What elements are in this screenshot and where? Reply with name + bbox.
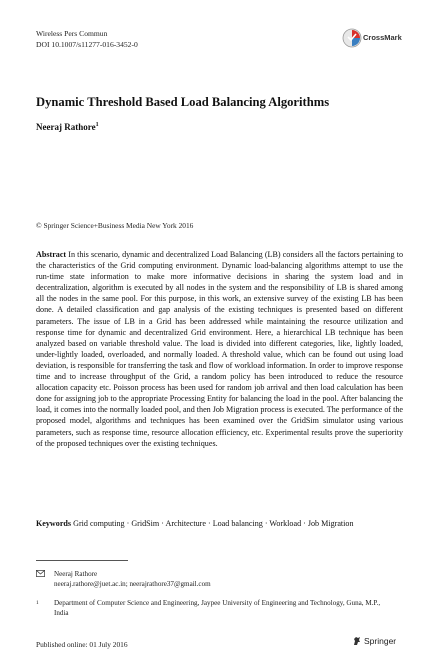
abstract-block [36,249,403,449]
affiliation-number: 1 [36,600,39,606]
correspondence-name: Neeraj Rathore [54,570,98,578]
springer-wordmark: Springer [364,636,397,646]
abstract-label: Abstract [36,250,67,259]
doi-line[interactable]: DOI 10.1007/s11277-016-3452-0 [36,40,138,49]
affiliation-text: Department of Computer Science and Engineering, Jaypee University of Engineering and Technology, Guna, M.P., India [54,599,381,618]
crossmark-icon [342,27,362,49]
keywords-text: Grid computing · GridSim · Architecture · Load balancing · Workload · Job Migration [73,519,354,528]
crossmark-label: CrossMark [363,33,402,42]
footnote-divider [36,560,128,561]
paper-title: Dynamic Threshold Based Load Balancing Algorithms [36,95,330,109]
springer-horse-icon [352,636,362,646]
correspondence-emails[interactable]: neeraj.rathore@juet.ac.in; neerajrathore37@gmail.com [54,580,211,589]
envelope-icon [36,570,45,577]
author-line [36,122,99,132]
journal-header [36,28,138,50]
abstract-text: In this scenario, dynamic and decentralized Load Balancing (LB) considers all the factors pertaining to the characteristics of the Grid computing environment. Dynamic load-balancing algorithms attempt to use the run-time state information to make more informative decisions in sharing the system load and in decentralization, algorithm is executed by all nodes in the system and the responsibility of LB is shared among all the nodes in the same pool. For this purpose, in this work, an extensive survey of the existing LB has been done. A detailed classification and gap analysis of the existing techniques is presented based on different parameters. The issue of LB in a Grid has been addressed while maintaining the resource utilization and response time for dynamic and decentralized Grid environment. Here, a hierarchical LB technique has been analyzed based on variable threshold value. The load is divided into different categories, like, lightly loaded, under-lightly loaded, overloaded, and normally loaded. A threshold value, which can be found out using load deviation, is responsible for transferring the task and flow of workload information. In order to improve response time and to increase throughput of the Grid, a random policy has been introduced to reduce the resource allocation capacity etc. Poisson process has been used for random job arrival and then load calculation has been done for assigning job to the appropriate Processing Entity for balancing the load in the pool. After balancing the load, it comes into the normally loaded pool, and then Job Migration process is executed. The performance of the proposed model, algorithms and techniques has been examined over the GridSim simulator using various parameters, such as response time, resource allocation efficiency, etc. Experimental results prove the superiority of the proposed techniques over the existing techniques. [36,250,403,448]
author-affil-mark: 1 [95,122,99,128]
author-name[interactable]: Neeraj Rathore [36,122,96,132]
keywords-label: Keywords [36,519,72,528]
crossmark-badge[interactable] [342,27,402,49]
keywords-block [36,518,403,529]
published-date: Published online: 01 July 2016 [36,640,128,649]
journal-name: Wireless Pers Commun [36,29,108,38]
copyright-line: © Springer Science+Business Media New York 2016 [36,221,194,230]
springer-logo [352,636,396,646]
